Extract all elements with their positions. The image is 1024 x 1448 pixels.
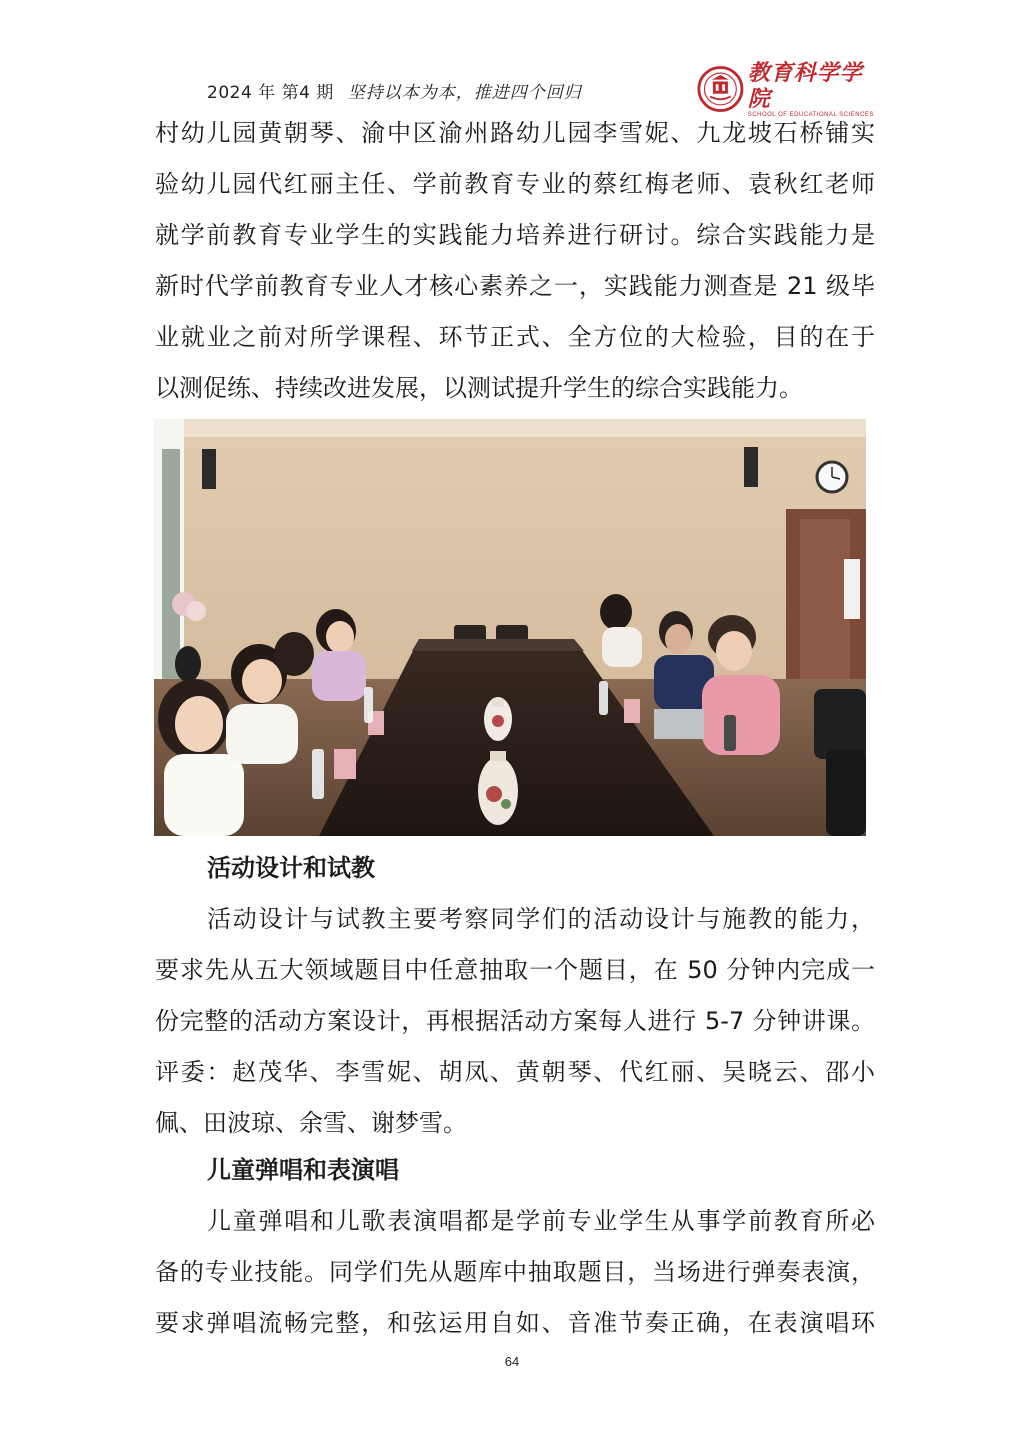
text-line: 份完整的活动方案设计，再根据活动方案每人进行 5-7 分钟讲课。 <box>155 1007 875 1035</box>
text-line: 验幼儿园代红丽主任、学前教育专业的蔡红梅老师、袁秋红老师 <box>155 170 875 198</box>
section-heading-activity-design: 活动设计和试教 <box>207 854 375 882</box>
section-heading-singing: 儿童弹唱和表演唱 <box>207 1156 399 1184</box>
school-seal-icon <box>697 64 744 114</box>
text-line: 要求弹唱流畅完整，和弦运用自如、音准节奏正确，在表演唱环 <box>155 1309 875 1337</box>
page-number: 64 <box>504 1354 520 1369</box>
text-line: 以测促练、持续改进发展，以测试提升学生的综合实践能力。 <box>155 374 803 402</box>
text-line: 业就业之前对所学课程、环节正式、全方位的大检验，目的在于 <box>155 323 875 351</box>
text-line: 儿童弹唱和儿歌表演唱都是学前专业学生从事学前教育所必 <box>207 1207 875 1235</box>
header-motto: 坚持以本为本，推进四个回归 <box>347 82 582 103</box>
paragraph-activity-design <box>155 894 875 1149</box>
meeting-room-illustration <box>154 419 866 836</box>
text-line: 活动设计与试教主要考察同学们的活动设计与施教的能力， <box>207 905 875 933</box>
page-header <box>207 74 582 106</box>
text-line: 新时代学前教育专业人才核心素养之一，实践能力测查是 21 级毕 <box>155 272 875 300</box>
logo-name-en: SCHOOL OF EDUCATIONAL SCIENCES <box>747 112 874 118</box>
paragraph-intro <box>155 108 875 414</box>
text-line: 评委：赵茂华、李雪妮、胡凤、黄朝琴、代红丽、吴晓云、邵小 <box>155 1058 875 1086</box>
meeting-photo <box>154 419 866 836</box>
text-line: 村幼儿园黄朝琴、渝中区渝州路幼儿园李雪妮、九龙坡石桥铺实 <box>155 119 875 147</box>
text-line: 就学前教育专业学生的实践能力培养进行研讨。综合实践能力是 <box>155 221 875 249</box>
text-line: 备的专业技能。同学们先从题库中抽取题目，当场进行弹奏表演， <box>155 1258 875 1286</box>
issue-label: 2024 年 第4 期 <box>207 82 334 103</box>
text-line: 要求先从五大领域题目中任意抽取一个题目，在 50 分钟内完成一 <box>155 956 875 984</box>
paragraph-singing <box>155 1196 875 1349</box>
logo-name-cn: 教育科学学院 <box>747 60 863 112</box>
text-line: 佩、田波琼、余雪、谢梦雪。 <box>155 1109 467 1137</box>
